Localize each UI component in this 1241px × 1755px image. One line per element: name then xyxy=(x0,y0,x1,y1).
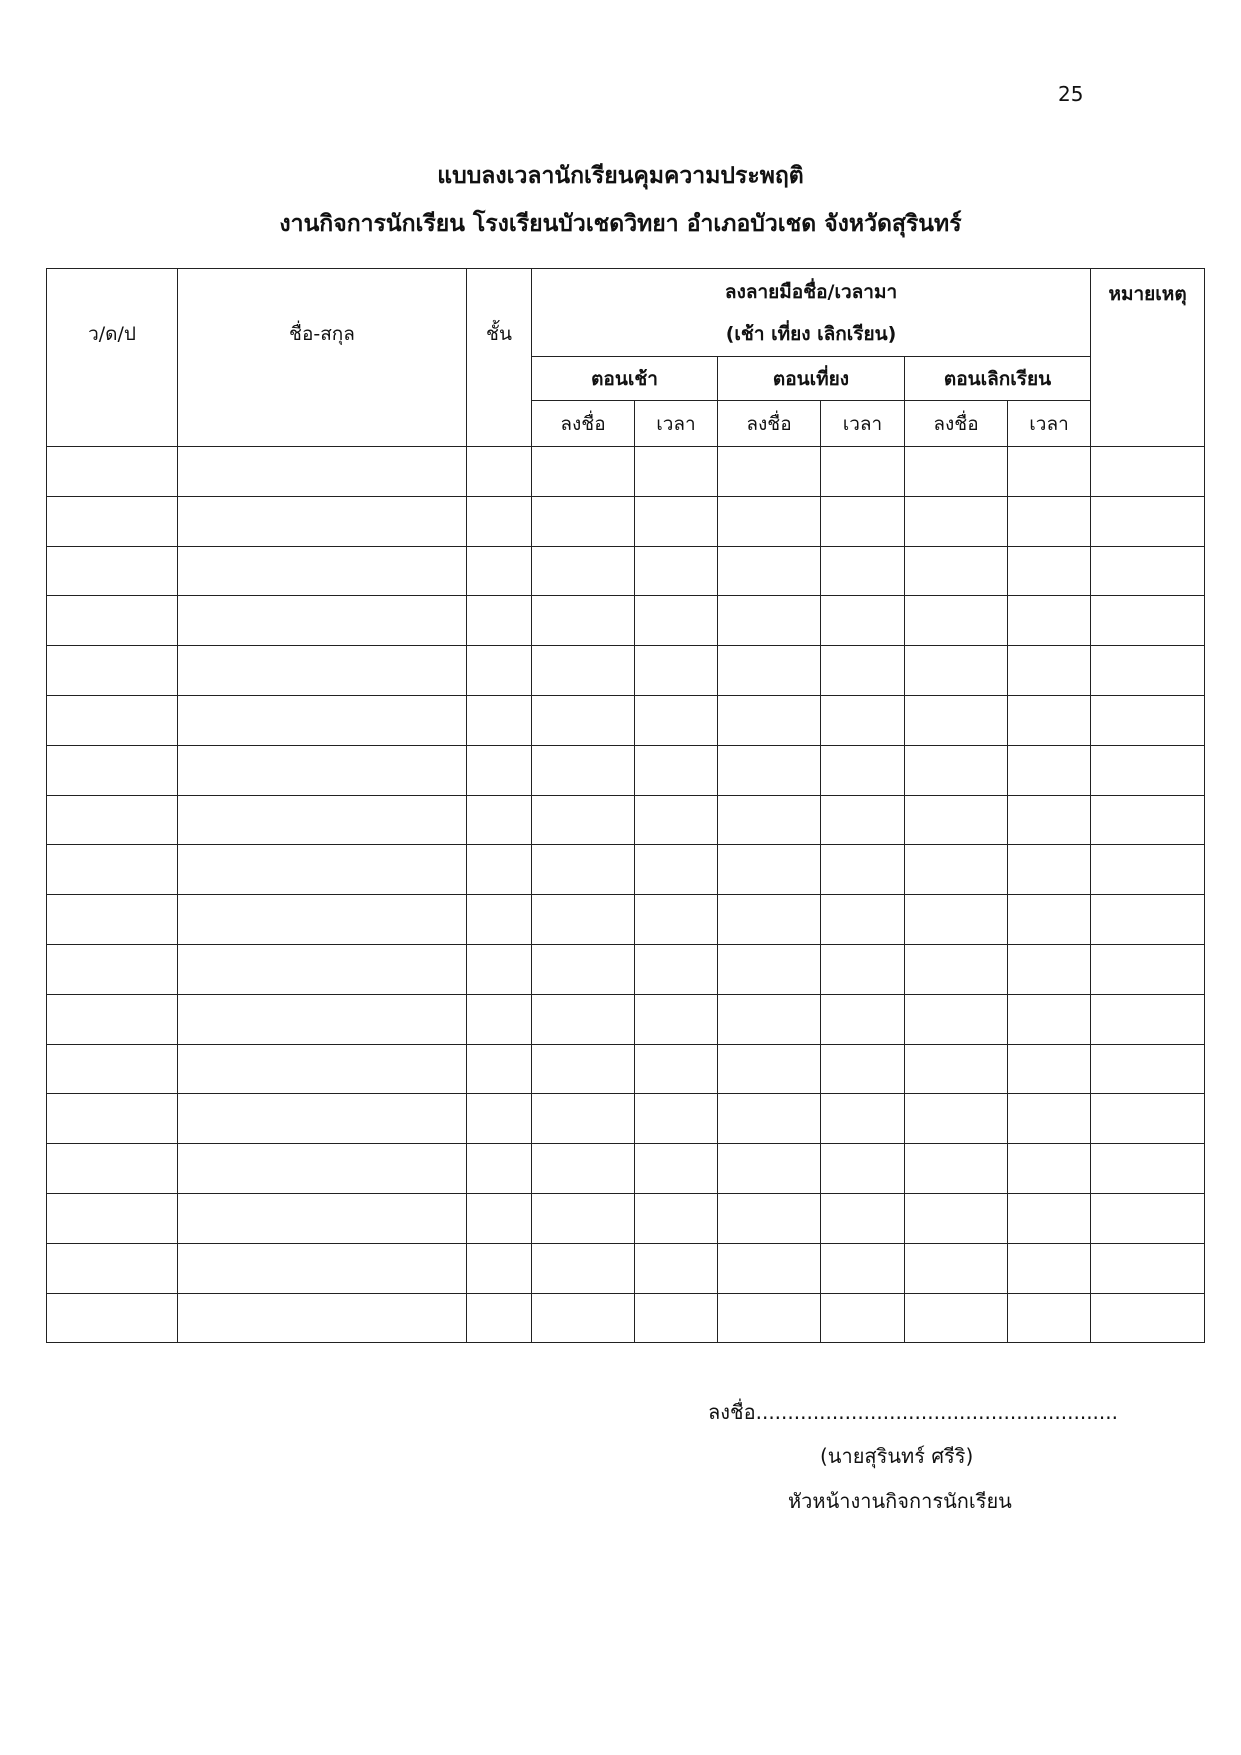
table-cell[interactable] xyxy=(718,944,821,994)
table-cell[interactable] xyxy=(1091,795,1205,845)
table-cell[interactable] xyxy=(1091,1044,1205,1094)
table-row xyxy=(47,1243,1205,1293)
table-cell[interactable] xyxy=(1008,1144,1091,1194)
table-cell[interactable] xyxy=(47,447,178,497)
table-row xyxy=(47,895,1205,945)
table-cell[interactable] xyxy=(905,695,1008,745)
table-cell[interactable] xyxy=(635,1144,718,1194)
header-name: ชื่อ-สกุล xyxy=(178,269,467,447)
table-cell[interactable] xyxy=(821,496,905,546)
table-cell[interactable] xyxy=(821,1243,905,1293)
header-period-noon: ตอนเที่ยง xyxy=(718,357,905,401)
table-row xyxy=(47,695,1205,745)
table-cell[interactable] xyxy=(1091,646,1205,696)
table-cell[interactable] xyxy=(1008,1243,1091,1293)
table-cell[interactable] xyxy=(467,447,532,497)
table-cell[interactable] xyxy=(178,944,467,994)
table-cell[interactable] xyxy=(467,1144,532,1194)
table-cell[interactable] xyxy=(905,1293,1008,1343)
table-row xyxy=(47,994,1205,1044)
table-cell[interactable] xyxy=(1091,447,1205,497)
table-cell[interactable] xyxy=(718,795,821,845)
table-cell[interactable] xyxy=(532,447,635,497)
table-cell[interactable] xyxy=(905,994,1008,1044)
header-remarks: หมายเหตุ xyxy=(1091,269,1205,447)
table-cell[interactable] xyxy=(905,1243,1008,1293)
table-cell[interactable] xyxy=(532,1144,635,1194)
table-cell[interactable] xyxy=(718,845,821,895)
table-row xyxy=(47,944,1205,994)
table-cell[interactable] xyxy=(467,1193,532,1243)
table-cell[interactable] xyxy=(178,695,467,745)
table-cell[interactable] xyxy=(1008,994,1091,1044)
table-cell[interactable] xyxy=(467,944,532,994)
header-signature-line1: ลงลายมือชื่อ/เวลามา xyxy=(724,280,898,303)
table-cell[interactable] xyxy=(178,795,467,845)
table-cell[interactable] xyxy=(1091,845,1205,895)
table-cell[interactable] xyxy=(905,546,1008,596)
table-cell[interactable] xyxy=(47,1144,178,1194)
table-cell[interactable] xyxy=(905,596,1008,646)
table-cell[interactable] xyxy=(821,745,905,795)
table-row xyxy=(47,1193,1205,1243)
table-cell[interactable] xyxy=(821,845,905,895)
header-sign: ลงชื่อ xyxy=(718,401,821,447)
table-cell[interactable] xyxy=(718,1044,821,1094)
form-subtitle: งานกิจการนักเรียน โรงเรียนบัวเชดวิทยา อำเภอบัวเชด จังหวัดสุรินทร์ xyxy=(279,211,962,237)
table-cell[interactable] xyxy=(1008,944,1091,994)
table-cell[interactable] xyxy=(635,496,718,546)
table-cell[interactable] xyxy=(905,1094,1008,1144)
header-time: เวลา xyxy=(635,401,718,447)
table-cell[interactable] xyxy=(718,1293,821,1343)
table-cell[interactable] xyxy=(532,646,635,696)
table-cell[interactable] xyxy=(1091,1193,1205,1243)
table-cell[interactable] xyxy=(821,596,905,646)
table-cell[interactable] xyxy=(467,496,532,546)
table-cell[interactable] xyxy=(905,895,1008,945)
table-cell[interactable] xyxy=(532,596,635,646)
table-cell[interactable] xyxy=(532,845,635,895)
header-sign: ลงชื่อ xyxy=(532,401,635,447)
table-cell[interactable] xyxy=(718,1094,821,1144)
table-cell[interactable] xyxy=(1091,944,1205,994)
table-cell[interactable] xyxy=(821,1293,905,1343)
table-cell[interactable] xyxy=(467,1293,532,1343)
table-cell[interactable] xyxy=(821,1044,905,1094)
table-cell[interactable] xyxy=(1008,795,1091,845)
table-cell[interactable] xyxy=(1091,496,1205,546)
table-cell[interactable] xyxy=(178,994,467,1044)
table-cell[interactable] xyxy=(718,745,821,795)
table-cell[interactable] xyxy=(718,447,821,497)
signer-name: (นายสุรินทร์ ศรีริ) xyxy=(820,1444,974,1468)
table-cell[interactable] xyxy=(178,496,467,546)
table-cell[interactable] xyxy=(467,994,532,1044)
table-cell[interactable] xyxy=(718,646,821,696)
table-cell[interactable] xyxy=(1091,695,1205,745)
table-cell[interactable] xyxy=(532,745,635,795)
form-title: แบบลงเวลานักเรียนคุมความประพฤติ xyxy=(437,163,804,189)
table-row xyxy=(47,646,1205,696)
table-cell[interactable] xyxy=(178,745,467,795)
table-cell[interactable] xyxy=(532,695,635,745)
table-cell[interactable] xyxy=(47,1094,178,1144)
table-cell[interactable] xyxy=(1091,895,1205,945)
table-cell[interactable] xyxy=(1091,1094,1205,1144)
table-cell[interactable] xyxy=(1008,845,1091,895)
table-cell[interactable] xyxy=(47,496,178,546)
header-time: เวลา xyxy=(821,401,905,447)
table-cell[interactable] xyxy=(467,646,532,696)
table-body xyxy=(47,447,1205,1343)
table-cell[interactable] xyxy=(635,994,718,1044)
table-cell[interactable] xyxy=(178,646,467,696)
table-cell[interactable] xyxy=(1008,895,1091,945)
table-cell[interactable] xyxy=(635,895,718,945)
table-cell[interactable] xyxy=(1091,745,1205,795)
table-row xyxy=(47,845,1205,895)
attendance-table xyxy=(46,268,1205,1343)
table-row xyxy=(47,496,1205,546)
table-row xyxy=(47,1293,1205,1343)
table-cell[interactable] xyxy=(47,646,178,696)
table-cell[interactable] xyxy=(1091,1144,1205,1194)
table-cell[interactable] xyxy=(532,546,635,596)
table-cell[interactable] xyxy=(47,795,178,845)
table-cell[interactable] xyxy=(1008,1193,1091,1243)
table-cell[interactable] xyxy=(718,695,821,745)
table-cell[interactable] xyxy=(821,447,905,497)
table-cell[interactable] xyxy=(178,596,467,646)
table-cell[interactable] xyxy=(1091,994,1205,1044)
table-cell[interactable] xyxy=(905,795,1008,845)
table-cell[interactable] xyxy=(532,1094,635,1144)
table-cell[interactable] xyxy=(905,1044,1008,1094)
table-cell[interactable] xyxy=(905,447,1008,497)
table-cell[interactable] xyxy=(905,646,1008,696)
table-cell[interactable] xyxy=(1008,646,1091,696)
table-cell[interactable] xyxy=(1008,596,1091,646)
table-cell[interactable] xyxy=(467,795,532,845)
table-cell[interactable] xyxy=(1008,1044,1091,1094)
table-cell[interactable] xyxy=(178,1243,467,1293)
table-cell[interactable] xyxy=(635,695,718,745)
table-cell[interactable] xyxy=(635,1193,718,1243)
table-cell[interactable] xyxy=(718,1193,821,1243)
table-cell[interactable] xyxy=(467,895,532,945)
table-cell[interactable] xyxy=(178,1044,467,1094)
table-cell[interactable] xyxy=(467,745,532,795)
table-cell[interactable] xyxy=(905,745,1008,795)
table-cell[interactable] xyxy=(467,695,532,745)
table-cell[interactable] xyxy=(178,1144,467,1194)
table-cell[interactable] xyxy=(635,447,718,497)
table-cell[interactable] xyxy=(47,1293,178,1343)
table-cell[interactable] xyxy=(467,546,532,596)
table-cell[interactable] xyxy=(467,596,532,646)
table-cell[interactable] xyxy=(635,745,718,795)
signature-line: ลงชื่อ......................................................... xyxy=(708,1400,1118,1424)
table-cell[interactable] xyxy=(1008,496,1091,546)
header-class: ชั้น xyxy=(467,269,532,447)
table-cell[interactable] xyxy=(1091,1293,1205,1343)
table-cell[interactable] xyxy=(47,845,178,895)
header-signature-line2: (เช้า เที่ยง เลิกเรียน) xyxy=(725,322,897,345)
table-cell[interactable] xyxy=(635,845,718,895)
table-cell[interactable] xyxy=(821,695,905,745)
table-cell[interactable] xyxy=(635,646,718,696)
table-cell[interactable] xyxy=(635,546,718,596)
table-cell[interactable] xyxy=(47,1044,178,1094)
table-cell[interactable] xyxy=(467,845,532,895)
table-cell[interactable] xyxy=(1091,1243,1205,1293)
table-cell[interactable] xyxy=(1008,546,1091,596)
table-cell[interactable] xyxy=(1008,1293,1091,1343)
table-cell[interactable] xyxy=(718,596,821,646)
table-cell[interactable] xyxy=(47,745,178,795)
table-cell[interactable] xyxy=(178,845,467,895)
signer-position: หัวหน้างานกิจการนักเรียน xyxy=(788,1489,1012,1513)
table-cell[interactable] xyxy=(635,944,718,994)
table-cell[interactable] xyxy=(821,795,905,845)
table-row xyxy=(47,745,1205,795)
table-cell[interactable] xyxy=(821,1193,905,1243)
table-cell[interactable] xyxy=(47,1193,178,1243)
table-cell[interactable] xyxy=(1091,596,1205,646)
table-cell[interactable] xyxy=(47,944,178,994)
table-cell[interactable] xyxy=(821,994,905,1044)
table-cell[interactable] xyxy=(1008,1094,1091,1144)
table-cell[interactable] xyxy=(1008,695,1091,745)
header-date: ว/ด/ป xyxy=(47,269,178,447)
table-row xyxy=(47,1044,1205,1094)
table-row xyxy=(47,795,1205,845)
table-cell[interactable] xyxy=(532,496,635,546)
table-cell[interactable] xyxy=(47,994,178,1044)
table-cell[interactable] xyxy=(635,795,718,845)
table-cell[interactable] xyxy=(47,895,178,945)
table-cell[interactable] xyxy=(905,496,1008,546)
table-cell[interactable] xyxy=(821,895,905,945)
table-cell[interactable] xyxy=(635,596,718,646)
table-row xyxy=(47,1094,1205,1144)
table-cell[interactable] xyxy=(47,1243,178,1293)
table-cell[interactable] xyxy=(905,845,1008,895)
table-cell[interactable] xyxy=(1008,447,1091,497)
table-cell[interactable] xyxy=(718,895,821,945)
table-cell[interactable] xyxy=(635,1243,718,1293)
table-row xyxy=(47,596,1205,646)
header-period-afterschool: ตอนเลิกเรียน xyxy=(905,357,1091,401)
table-cell[interactable] xyxy=(178,447,467,497)
table-cell[interactable] xyxy=(635,1044,718,1094)
table-cell[interactable] xyxy=(905,1144,1008,1194)
table-row xyxy=(47,1144,1205,1194)
table-cell[interactable] xyxy=(178,1193,467,1243)
table-cell[interactable] xyxy=(532,795,635,845)
table-cell[interactable] xyxy=(467,1044,532,1094)
table-cell[interactable] xyxy=(718,1144,821,1194)
table-row xyxy=(47,546,1205,596)
table-cell[interactable] xyxy=(821,546,905,596)
table-cell[interactable] xyxy=(718,496,821,546)
table-cell[interactable] xyxy=(532,1243,635,1293)
table-cell[interactable] xyxy=(718,1243,821,1293)
table-cell[interactable] xyxy=(635,1293,718,1343)
header-sign: ลงชื่อ xyxy=(905,401,1008,447)
table-cell[interactable] xyxy=(178,1094,467,1144)
header-time: เวลา xyxy=(1008,401,1091,447)
table-cell[interactable] xyxy=(467,1243,532,1293)
table-cell[interactable] xyxy=(532,895,635,945)
table-cell[interactable] xyxy=(718,546,821,596)
table-cell[interactable] xyxy=(467,1094,532,1144)
table-cell[interactable] xyxy=(821,944,905,994)
table-cell[interactable] xyxy=(532,944,635,994)
table-cell[interactable] xyxy=(821,1144,905,1194)
header-signature-group xyxy=(532,269,1091,357)
table-cell[interactable] xyxy=(532,994,635,1044)
table-cell[interactable] xyxy=(178,895,467,945)
page-number: 25 xyxy=(1058,82,1084,106)
table-cell[interactable] xyxy=(635,1094,718,1144)
table-cell[interactable] xyxy=(178,546,467,596)
header-period-morning: ตอนเช้า xyxy=(532,357,718,401)
table-cell[interactable] xyxy=(532,1293,635,1343)
table-cell[interactable] xyxy=(905,1193,1008,1243)
table-cell[interactable] xyxy=(821,646,905,696)
table-cell[interactable] xyxy=(718,994,821,1044)
table-cell[interactable] xyxy=(532,1193,635,1243)
table-cell[interactable] xyxy=(47,546,178,596)
table-cell[interactable] xyxy=(178,1293,467,1343)
table-cell[interactable] xyxy=(1008,745,1091,795)
table-cell[interactable] xyxy=(47,695,178,745)
table-cell[interactable] xyxy=(905,944,1008,994)
table-row xyxy=(47,447,1205,497)
table-cell[interactable] xyxy=(532,1044,635,1094)
table-cell[interactable] xyxy=(1091,546,1205,596)
table-cell[interactable] xyxy=(47,596,178,646)
table-cell[interactable] xyxy=(821,1094,905,1144)
